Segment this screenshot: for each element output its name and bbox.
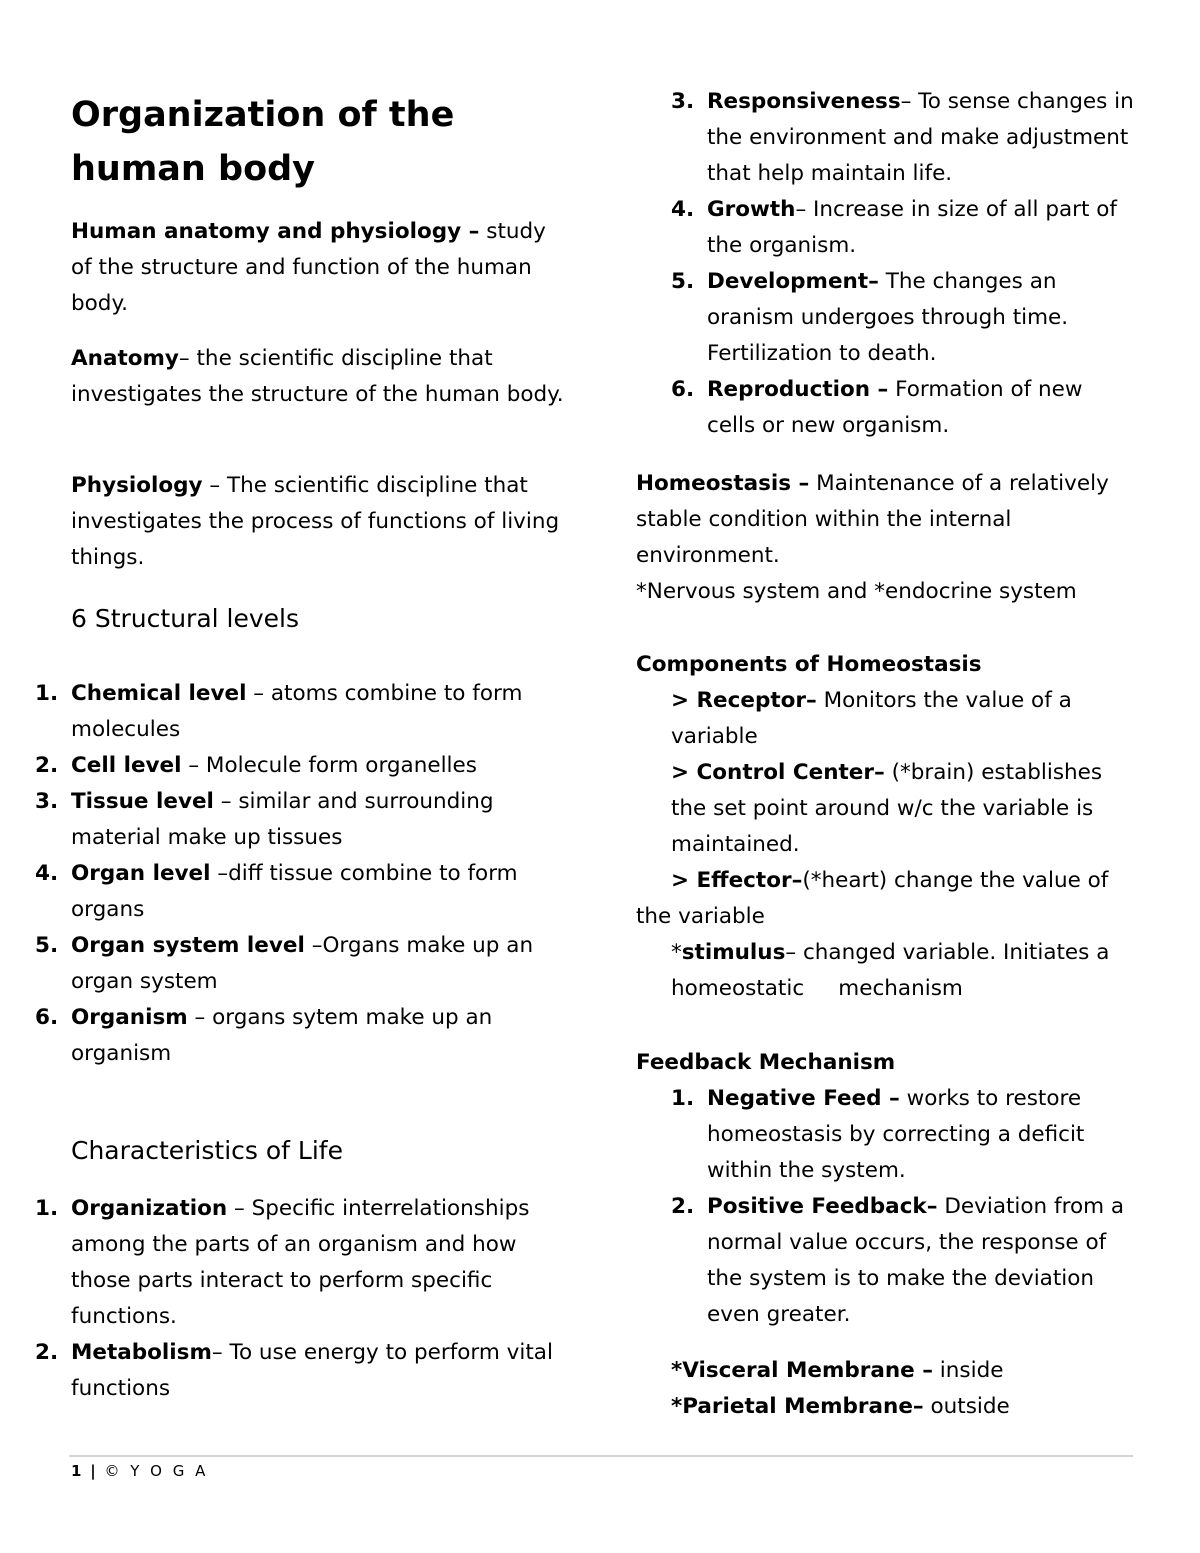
list-item-text: Deviation from a normal value occurs, the response of the system is to make the deviation even greater. <box>707 1194 1125 1327</box>
list-item-term: Metabolism <box>71 1340 212 1365</box>
list-item-text: works to restore homeostasis by correcting a deficit within the system. <box>707 1086 1085 1183</box>
footer-copyright: © Y O G A <box>104 1462 209 1480</box>
list-item: 2. Positive Feedback– Deviation from a normal value occurs, the response of the system is to make the deviation even greater. <box>671 1194 1125 1327</box>
receptor-item: > Receptor– Monitors the value of a variable <box>671 688 1072 749</box>
list-item-term: Tissue level <box>71 789 214 814</box>
characteristics-list <box>0 1191 571 1407</box>
list-item: 1. Organization – Specific interrelationships among the parts of an organism and how those parts interact to perform specific functions. <box>35 1196 530 1329</box>
feedback-list <box>636 1081 1136 1333</box>
definition-term: Anatomy <box>71 346 179 371</box>
list-item: 1. Negative Feed – works to restore homeostasis by correcting a deficit within the system. <box>671 1086 1085 1183</box>
list-item-term: Negative Feed – <box>707 1086 900 1111</box>
feedback-section <box>636 1045 1136 1333</box>
characteristics-list-continued <box>636 84 1136 444</box>
list-item: 3. Tissue level – similar and surrounding material make up tissues <box>35 789 494 850</box>
intro-definition <box>71 214 571 322</box>
list-item: 5. Organ system level –Organs make up an organ system <box>35 933 534 994</box>
list-item-text: – To sense changes in the environment and make adjustment that help maintain life. <box>707 89 1134 186</box>
list-item-term: Organ level <box>71 861 211 886</box>
list-item: 5. Development– The changes an oranism undergoes through time. Fertilization to death. <box>671 269 1069 366</box>
section-heading: Feedback Mechanism <box>636 1050 896 1075</box>
definition-text: – the scientific discipline that investigates the structure of the human body. <box>71 346 564 407</box>
control-center-item: > Control Center– (*brain) establishes the set point around w/c the variable is maintained. <box>671 760 1103 857</box>
list-item-term: Reproduction – <box>707 377 889 402</box>
effector-item-continued: the variable <box>636 904 765 929</box>
definition-term: Homeostasis – <box>636 471 810 496</box>
list-item-text: – Increase in size of all part of the organism. <box>707 197 1117 258</box>
list-item-term: Organ system level <box>71 933 305 958</box>
membrane-item: *Visceral Membrane – inside <box>671 1358 1004 1383</box>
page-footer <box>71 1461 208 1481</box>
definition-text: Maintenance of a relatively stable condition within the internal environment. <box>636 471 1109 568</box>
list-item-term: Organization <box>71 1196 228 1221</box>
intro-definition <box>71 468 571 576</box>
list-item-term: Chemical level <box>71 681 247 706</box>
list-item: 2. Cell level – Molecule form organelles <box>35 753 477 778</box>
definition-term: Human anatomy and physiology – <box>71 219 480 244</box>
list-item: 4. Organ level –diff tissue combine to form organs <box>35 861 518 922</box>
intro-definition <box>71 341 571 413</box>
section-heading: Characteristics of Life <box>71 1136 343 1165</box>
list-item-term: Organism <box>71 1005 188 1030</box>
membranes-section <box>636 1353 1136 1425</box>
footer-divider <box>69 1455 1133 1457</box>
list-item-text: – Specific interrelationships among the parts of an organism and how those parts interact to perform specific functions. <box>71 1196 530 1329</box>
list-item-term: Responsiveness <box>707 89 901 114</box>
structural-levels-list <box>0 676 571 1072</box>
list-item-text: – similar and surrounding material make up tissues <box>71 789 494 850</box>
list-item-text: – Molecule form organelles <box>181 753 477 778</box>
list-item: 4. Growth– Increase in size of all part of the organism. <box>671 197 1117 258</box>
definition-text: – The scientific discipline that investigates the process of functions of living things. <box>71 473 560 570</box>
list-item-text: –Organs make up an organ system <box>71 933 534 994</box>
effector-item: > Effector–(*heart) change the value of <box>671 868 1109 893</box>
list-item-text: The changes an oranism undergoes through time. Fertilization to death. <box>707 269 1069 366</box>
homeostasis-note: *Nervous system and *endocrine system <box>636 579 1077 604</box>
list-item-term: Development– <box>707 269 879 294</box>
list-item: 6. Reproduction – Formation of new cells or new organism. <box>671 377 1083 438</box>
list-item-term: Cell level <box>71 753 182 778</box>
definition-term: Physiology <box>71 473 203 498</box>
list-item-term: Positive Feedback– <box>707 1194 938 1219</box>
components-section <box>636 647 1136 1007</box>
homeostasis-definition <box>636 466 1136 610</box>
membrane-item: *Parietal Membrane– outside <box>671 1394 1010 1419</box>
list-item: 1. Chemical level – atoms combine to form molecules <box>35 681 523 742</box>
footer-separator: | <box>90 1462 97 1480</box>
list-item: 2. Metabolism– To use energy to perform vital functions <box>35 1340 553 1401</box>
list-item: 3. Responsiveness– To sense changes in the environment and make adjustment that help maintain life. <box>671 89 1134 186</box>
list-item-text: – organs sytem make up an organism <box>71 1005 493 1066</box>
stimulus-item: *stimulus– changed variable. Initiates a homeostatic mechanism <box>671 940 1117 1001</box>
list-item-text: – To use energy to perform vital functions <box>71 1340 553 1401</box>
list-item-text: – atoms combine to form molecules <box>71 681 523 742</box>
section-heading: Components of Homeostasis <box>636 652 982 677</box>
definition-text: study of the structure and function of the human body. <box>71 219 546 316</box>
list-item-term: Growth <box>707 197 796 222</box>
section-heading: 6 Structural levels <box>71 604 300 633</box>
list-item-text: Formation of new cells or new organism. <box>707 377 1083 438</box>
page-title: Organization of the human body <box>71 95 455 189</box>
page-number: 1 <box>71 1462 83 1480</box>
list-item-text: –diff tissue combine to form organs <box>71 861 518 922</box>
list-item: 6. Organism – organs sytem make up an organism <box>35 1005 493 1066</box>
